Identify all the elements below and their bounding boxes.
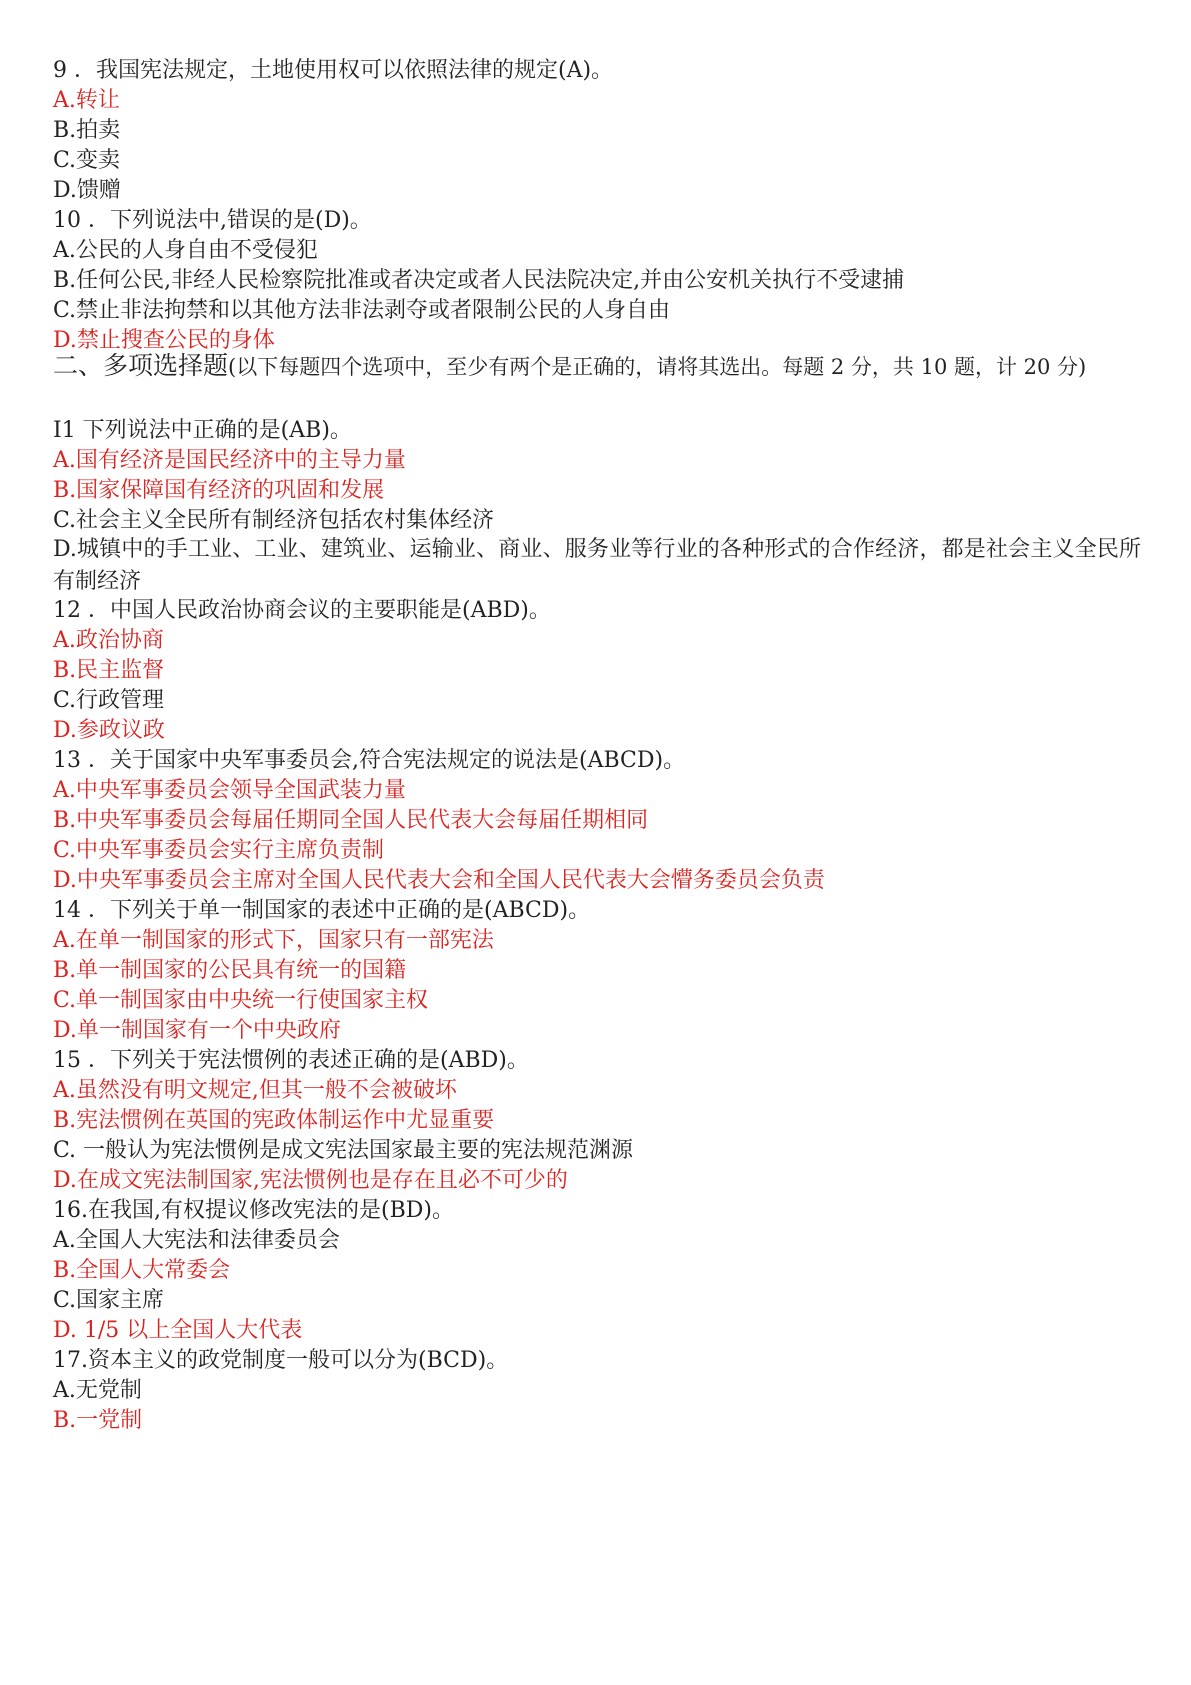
option: A.无党制 [53,1378,142,1403]
question-12: 12 ．中国人民政治协商会议的主要职能是(ABD)。 [53,598,551,623]
option-correct: D.参政议政 [53,718,165,743]
option-correct: D. 1/5 以上全国人大代表 [53,1318,303,1343]
option-correct: B.一党制 [53,1408,143,1433]
option-correct: D.单一制国家有一个中央政府 [53,1018,341,1043]
option-correct: A.转让 [53,88,120,113]
question-11: I1 下列说法中正确的是(AB)。 [53,418,352,443]
option: B.拍卖 [53,118,121,143]
question-9: 9 ．我国宪法规定，土地使用权可以依照法律的规定(A)。 [53,58,614,83]
question-15: 15 ．下列关于宪法惯例的表述正确的是(ABD)。 [53,1048,529,1073]
option: C.禁止非法拘禁和以其他方法非法剥夺或者限制公民的人身自由 [53,298,671,323]
option-correct: D.在成文宪法制国家,宪法惯例也是存在且必不可少的 [53,1168,568,1193]
option-correct: D.中央军事委员会主席对全国人民代表大会和全国人民代表大会懵务委员会负责 [53,868,825,893]
question-10: 10 ．下列说法中,错误的是(D)。 [53,208,372,233]
option-correct: A.中央军事委员会领导全国武装力量 [53,778,406,803]
option-correct: B.国家保障国有经济的巩固和发展 [53,478,385,503]
option: C.社会主义全民所有制经济包括农村集体经济 [53,508,495,533]
question-14: 14 ．下列关于单一制国家的表述中正确的是(ABCD)。 [53,898,591,923]
question-17: 17.资本主义的政党制度一般可以分为(BCD)。 [53,1348,509,1373]
option-correct: C.中央军事委员会实行主席负责制 [53,838,385,863]
option-correct: D.禁止搜查公民的身体 [53,328,275,353]
option: C.变卖 [53,148,121,173]
option: C. 一般认为宪法惯例是成文宪法国家最主要的宪法规范渊源 [53,1138,634,1163]
section-heading [53,350,1141,384]
question-16: 16.在我国,有权提议修改宪法的是(BD)。 [53,1198,454,1223]
option: C.国家主席 [53,1288,165,1313]
section-note: (以下每题四个选项中，至少有两个是正确的，请将其选出。每题 2 分，共 10 题，计 20 分) [228,355,1087,379]
option-correct: B.全国人大常委会 [53,1258,231,1283]
option-correct: B.民主监督 [53,658,165,683]
option-correct: B.中央军事委员会每届任期同全国人民代表大会每届任期相同 [53,808,649,833]
option: B.任何公民,非经人民检察院批准或者决定或者人民法院决定,并由公安机关执行不受逮捕 [53,268,905,293]
option: D.馈赠 [53,178,121,203]
option: D.城镇中的手工业、工业、建筑业、运输业、商业、服务业等行业的各种形式的合作经济，都是社会主义全民所有制经济 [53,537,1141,594]
option: A.公民的人身自由不受侵犯 [53,238,318,263]
option: A.全国人大宪法和法律委员会 [53,1228,340,1253]
option-correct: A.政治协商 [53,628,164,653]
section-title: 二、多项选择题 [53,351,229,380]
question-13: 13 ．关于国家中央军事委员会,符合宪法规定的说法是(ABCD)。 [53,748,686,773]
option-correct: B.单一制国家的公民具有统一的国籍 [53,958,407,983]
option-correct: A.国有经济是国民经济中的主导力量 [53,448,406,473]
option-correct: C.单一制国家由中央统一行使国家主权 [53,988,429,1013]
option-correct: A.虽然没有明文规定,但其一般不会被破坏 [53,1078,457,1103]
option-correct: B.宪法惯例在英国的宪政体制运作中尤显重要 [53,1108,495,1133]
option-correct: A.在单一制国家的形式下，国家只有一部宪法 [53,928,494,953]
option: C.行政管理 [53,688,165,713]
